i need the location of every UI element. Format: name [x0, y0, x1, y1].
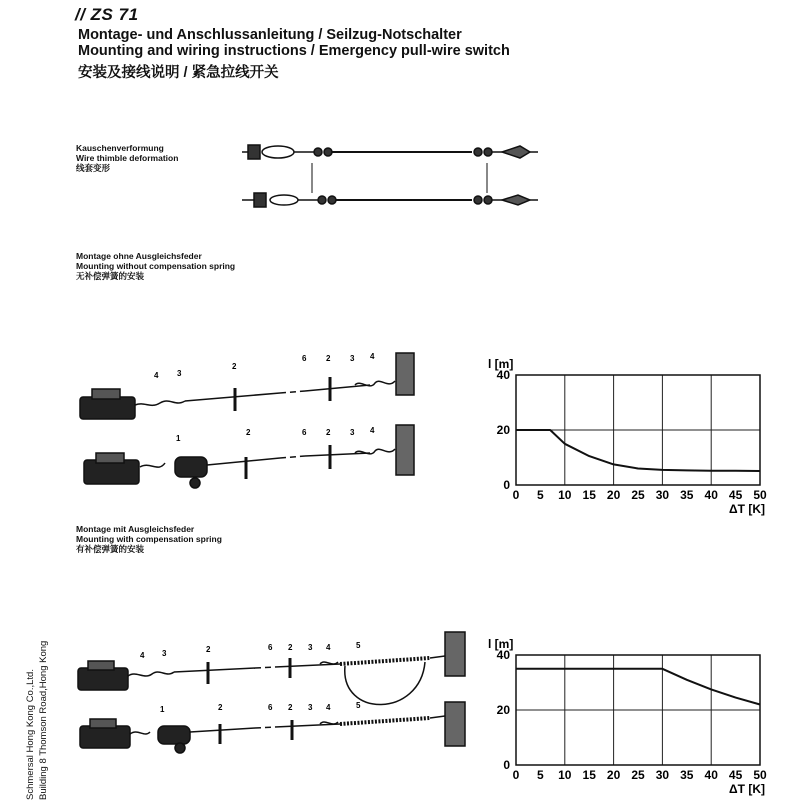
caption-with-spring [76, 524, 222, 554]
mounting-without-spring-diagram [70, 345, 440, 495]
part-number: 3 [350, 354, 355, 363]
x-tick-label: 30 [655, 768, 670, 782]
switch-housing-icon [80, 397, 135, 419]
part-number: 3 [177, 369, 182, 378]
x-tick-label: 15 [582, 488, 596, 502]
y-tick-label: 20 [496, 423, 510, 437]
chart-with-spring [470, 628, 780, 796]
part-number: 1 [160, 705, 165, 714]
company-name: Schmersal Hong Kong Co.,Ltd. [25, 669, 36, 800]
document-code: // ZS 71 [75, 5, 139, 24]
x-tick-label: 45 [728, 768, 743, 782]
caption-thimble-de: Kauschenverformung [76, 143, 164, 153]
caption-without-spring-en: Mounting without compensation spring [76, 261, 236, 271]
thimble-loop-icon [262, 146, 294, 158]
part-number: 3 [350, 428, 355, 437]
x-tick-label: 25 [631, 488, 645, 502]
part-number: 3 [308, 643, 313, 652]
tensioner-icon [175, 457, 207, 477]
data-series-line [516, 430, 760, 471]
part-number: 6 [268, 643, 273, 652]
deformed-thimble-icon [502, 146, 530, 158]
x-tick-label: 5 [537, 488, 544, 502]
part-number: 2 [288, 703, 293, 712]
part-number: 2 [206, 645, 211, 654]
caption-with-spring-de: Montage mit Ausgleichsfeder [76, 524, 195, 534]
x-tick-label: 10 [558, 768, 572, 782]
x-axis-label: ΔT [K] [729, 782, 765, 796]
part-number: 4 [370, 426, 375, 435]
y-tick-label: 0 [503, 478, 510, 492]
caption-without-spring-zh: 无补偿弹簧的安装 [76, 271, 145, 281]
chart-without-spring [470, 345, 780, 515]
x-tick-label: 40 [704, 488, 718, 502]
part-number: 5 [356, 701, 361, 710]
caption-with-spring-en: Mounting with compensation spring [76, 534, 222, 544]
part-number: 2 [232, 362, 237, 371]
compensation-spring-icon [340, 658, 430, 664]
part-number: 3 [308, 703, 313, 712]
part-number: 2 [326, 354, 331, 363]
company-address: Building 8 Thomson Road,Hong Kong [38, 640, 49, 800]
part-number: 2 [246, 428, 251, 437]
part-number: 4 [326, 643, 331, 652]
x-tick-label: 50 [753, 488, 767, 502]
x-tick-label: 5 [537, 768, 544, 782]
title-german: Montage- und Anschlussanleitung / Seilzug-Notschalter [78, 27, 462, 43]
y-tick-label: 20 [496, 703, 510, 717]
x-tick-label: 10 [558, 488, 572, 502]
caption-thimble-en: Wire thimble deformation [76, 153, 179, 163]
part-number: 6 [302, 354, 307, 363]
part-number: 6 [302, 428, 307, 437]
x-tick-label: 0 [512, 768, 520, 782]
part-number: 2 [218, 703, 223, 712]
x-tick-label: 20 [606, 768, 621, 782]
y-tick-label: 40 [496, 368, 510, 382]
part-number: 5 [356, 641, 361, 650]
x-axis-label: ΔT [K] [729, 502, 765, 516]
part-number: 3 [162, 649, 167, 658]
part-number: 4 [140, 651, 145, 660]
part-number: 4 [370, 352, 375, 361]
caption-thimble-zh: 线套变形 [76, 163, 111, 173]
x-tick-label: 15 [582, 768, 596, 782]
x-tick-label: 50 [753, 768, 767, 782]
caption-with-spring-zh: 有补偿弹簧的安装 [76, 544, 145, 554]
vertical-company-text [24, 641, 50, 800]
y-axis-label: l [m] [488, 637, 514, 651]
part-number: 2 [326, 428, 331, 437]
title-chinese: 安装及接线说明 / 紧急拉线开关 [78, 65, 279, 81]
x-tick-label: 25 [631, 768, 645, 782]
wall-anchor-icon [396, 353, 414, 395]
x-tick-label: 35 [680, 488, 694, 502]
caption-without-spring [76, 251, 235, 281]
part-number: 4 [154, 371, 159, 380]
y-tick-label: 40 [496, 648, 510, 662]
part-number: 4 [326, 703, 331, 712]
x-tick-label: 30 [655, 488, 670, 502]
caption-thimble [76, 143, 178, 173]
part-number: 2 [288, 643, 293, 652]
x-tick-label: 20 [606, 488, 621, 502]
y-tick-label: 0 [503, 758, 510, 772]
part-number: 1 [176, 434, 181, 443]
x-tick-label: 0 [512, 488, 520, 502]
mounting-with-spring-diagram [70, 628, 470, 758]
thimble-clamp-icon [248, 145, 260, 159]
thimble-deformation-diagram [240, 135, 540, 215]
title-english: Mounting and wiring instructions / Emergency pull-wire switch [78, 43, 510, 59]
x-tick-label: 40 [704, 768, 718, 782]
caption-without-spring-de: Montage ohne Ausgleichsfeder [76, 251, 202, 261]
data-series-line [516, 669, 760, 705]
x-tick-label: 45 [728, 488, 743, 502]
y-axis-label: l [m] [488, 357, 514, 371]
part-number: 6 [268, 703, 273, 712]
x-tick-label: 35 [680, 768, 694, 782]
